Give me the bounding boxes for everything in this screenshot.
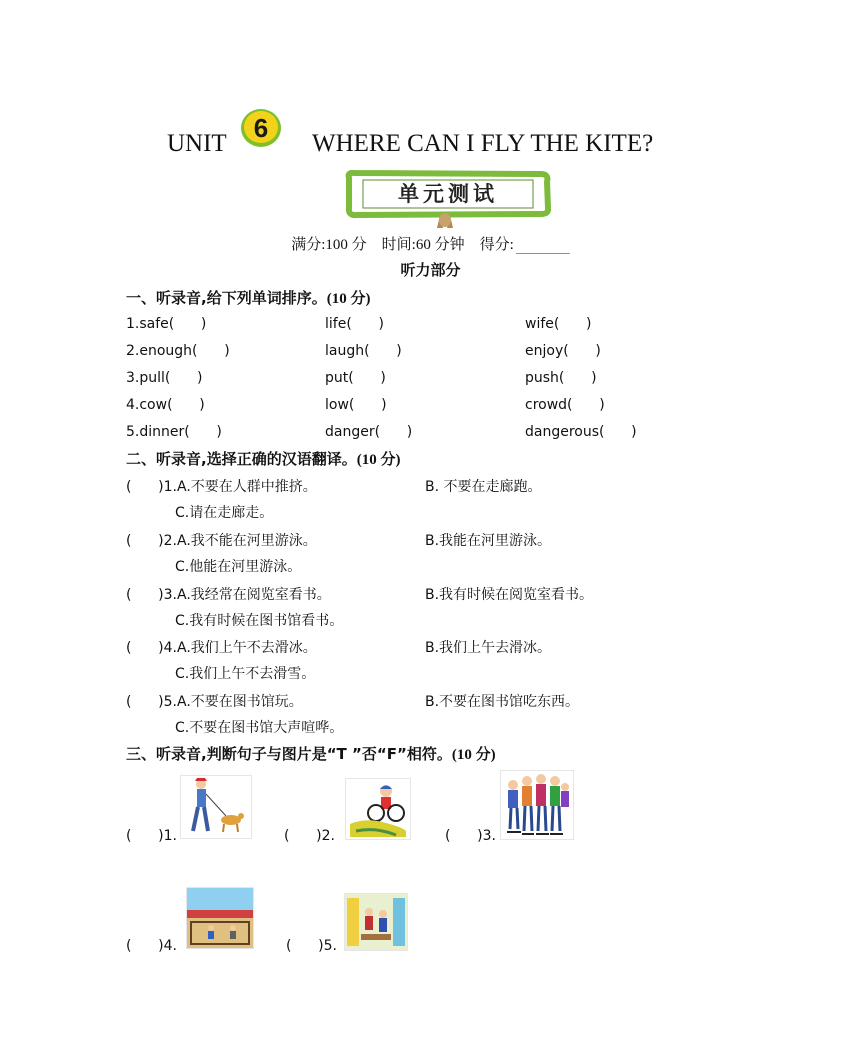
question-option-b: B.我能在河里游泳。: [425, 533, 552, 549]
word-item: low( ): [325, 397, 387, 413]
question-option-c: C.我们上午不去滑雪。: [175, 666, 316, 682]
question-option-a: ( )1.A.不要在人群中推挤。: [126, 479, 317, 495]
word-item: danger( ): [325, 424, 413, 440]
full-score: 满分:100 分: [291, 237, 367, 253]
picture-group-skating: [500, 770, 574, 840]
section2-heading: 二、听录音,选择正确的汉语翻译。(10 分): [126, 450, 401, 468]
tf-item-2: ( )2.: [284, 828, 335, 844]
word-item: enjoy( ): [525, 343, 601, 359]
score-label: 得分:: [479, 237, 514, 253]
title-main: WHERE CAN I FLY THE KITE?: [312, 130, 654, 157]
word-item: put( ): [325, 370, 386, 386]
unit-number-badge-icon: [240, 108, 282, 148]
listening-part-title: 听力部分: [400, 261, 461, 279]
picture-playground: [186, 887, 254, 949]
question-option-a: ( )2.A.我不能在河里游泳。: [126, 533, 317, 549]
section1-heading: 一、听录音,给下列单词排序。(10 分): [126, 289, 371, 307]
word-item: 1.safe( ): [126, 316, 207, 332]
question-option-c: C.他能在河里游泳。: [175, 559, 302, 575]
word-item: wife( ): [525, 316, 592, 332]
tf-item-3: ( )3.: [445, 828, 496, 844]
question-option-c: C.请在走廊走。: [175, 505, 274, 521]
question-option-a: ( )4.A.我们上午不去滑冰。: [126, 640, 317, 656]
picture-walking-dog: [180, 775, 252, 839]
question-option-c: C.不要在图书馆大声喧哗。: [175, 720, 344, 736]
word-item: dangerous( ): [525, 424, 637, 440]
exam-meta: [0, 233, 861, 254]
section3-heading: 三、听录音,判断句子与图片是“T ”否“F”相符。(10 分): [126, 745, 496, 763]
word-item: 2.enough( ): [126, 343, 230, 359]
word-item: crowd( ): [525, 397, 605, 413]
question-option-a: ( )3.A.我经常在阅览室看书。: [126, 587, 331, 603]
word-item: 5.dinner( ): [126, 424, 222, 440]
picture-library: [344, 893, 408, 951]
time-limit: 时间:60 分钟: [381, 237, 465, 253]
page-title: [0, 113, 861, 164]
picture-bike-rider: [345, 778, 411, 840]
tf-item-5: ( )5.: [286, 938, 337, 954]
score-blank[interactable]: [516, 239, 570, 254]
word-item: laugh( ): [325, 343, 402, 359]
tf-item-4: ( )4.: [126, 938, 177, 954]
word-item: life( ): [325, 316, 384, 332]
question-option-a: ( )5.A.不要在图书馆玩。: [126, 694, 303, 710]
unit-number: 6: [253, 113, 269, 143]
word-item: push( ): [525, 370, 597, 386]
question-option-b: B.我有时候在阅览室看书。: [425, 587, 594, 603]
word-item: 3.pull( ): [126, 370, 203, 386]
question-option-b: B.我们上午去滑冰。: [425, 640, 552, 656]
banner-text: 单元测试: [398, 182, 498, 206]
unit-test-banner: [345, 170, 551, 230]
question-option-b: B. 不要在走廊跑。: [425, 479, 542, 495]
word-item: 4.cow( ): [126, 397, 205, 413]
title-unit: UNIT: [167, 130, 227, 157]
question-option-c: C.我有时候在图书馆看书。: [175, 613, 344, 629]
question-option-b: B.不要在图书馆吃东西。: [425, 694, 580, 710]
tf-item-1: ( )1.: [126, 828, 177, 844]
